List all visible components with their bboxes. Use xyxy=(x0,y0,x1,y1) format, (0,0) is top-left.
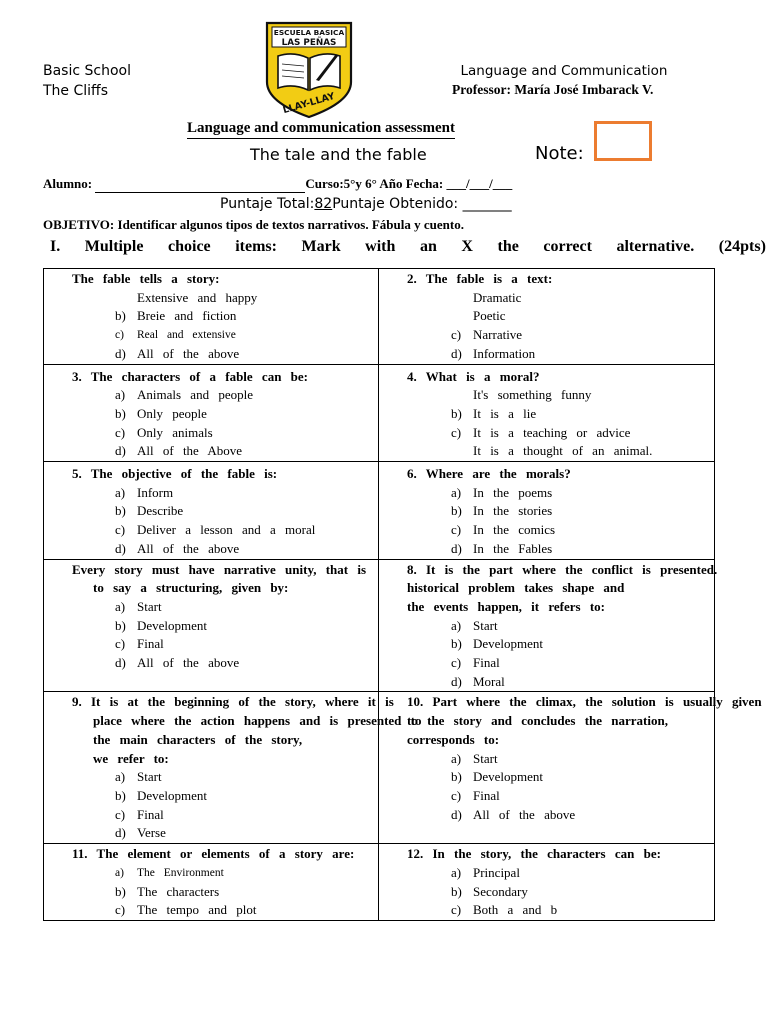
answer-option[interactable] xyxy=(407,424,714,443)
instruction-word: I. xyxy=(50,238,61,255)
option-letter: a) xyxy=(451,484,462,500)
option-text: Final xyxy=(137,636,164,652)
answer-option[interactable] xyxy=(407,883,714,902)
answer-option[interactable] xyxy=(407,345,714,364)
answer-option[interactable] xyxy=(72,307,378,326)
instruction-word: items: xyxy=(235,238,277,255)
option-letter: c) xyxy=(115,522,126,538)
answer-option[interactable] xyxy=(407,521,714,540)
answer-option[interactable] xyxy=(72,806,378,825)
option-letter: c) xyxy=(115,806,126,822)
question-8 xyxy=(379,560,718,692)
option-text: Only animals xyxy=(137,424,213,440)
question-11 xyxy=(44,844,378,920)
question-cell xyxy=(44,559,379,692)
instruction-word: Mark xyxy=(301,238,341,255)
option-letter: b) xyxy=(115,503,126,519)
question-text: 2. The fable is a text: xyxy=(407,271,553,286)
option-text: All of the above xyxy=(473,806,576,822)
score-line xyxy=(220,196,512,212)
answer-option[interactable] xyxy=(407,307,714,326)
topic-title: The tale and the fable xyxy=(250,145,427,164)
question-cell xyxy=(44,269,379,365)
option-text: Real and extensive xyxy=(137,329,236,342)
question-row xyxy=(44,692,715,844)
question-row xyxy=(44,559,715,692)
option-text: Final xyxy=(473,655,500,671)
question-row xyxy=(44,844,715,921)
question-cell xyxy=(379,559,718,692)
answer-option[interactable] xyxy=(72,424,378,443)
option-letter: c) xyxy=(115,424,126,440)
answer-option[interactable] xyxy=(407,654,714,673)
answer-option[interactable] xyxy=(407,326,714,345)
question-row xyxy=(44,269,715,365)
professor-name: Professor: María José Imbarack V. xyxy=(452,82,654,97)
option-text: The characters xyxy=(137,883,220,899)
option-letter: c) xyxy=(451,787,462,803)
instruction-word: with xyxy=(365,238,396,255)
option-text: All of the above xyxy=(137,655,240,671)
option-letter: d) xyxy=(451,345,462,361)
school-crest-logo xyxy=(264,20,354,120)
answer-option[interactable] xyxy=(407,901,714,920)
option-letter: d) xyxy=(451,540,462,556)
answer-option[interactable] xyxy=(407,502,714,521)
answer-option[interactable] xyxy=(72,386,378,405)
answer-option[interactable] xyxy=(72,326,378,345)
answer-option[interactable] xyxy=(72,540,378,559)
instruction-word: an xyxy=(419,238,437,255)
answer-option[interactable] xyxy=(407,806,714,825)
option-letter: d) xyxy=(451,806,462,822)
question-9 xyxy=(44,692,422,843)
question-4 xyxy=(379,365,714,462)
option-letter: c) xyxy=(451,522,462,538)
option-text: Secondary xyxy=(473,883,528,899)
question-cell xyxy=(379,844,715,921)
questions-table xyxy=(43,268,762,921)
answer-option[interactable] xyxy=(72,883,378,902)
question-cell xyxy=(44,692,422,844)
question-text: place where the action happens and is presented to xyxy=(93,713,422,729)
option-letter: c) xyxy=(115,329,124,342)
option-text: Verse xyxy=(137,825,166,841)
question-1 xyxy=(44,269,378,364)
answer-option[interactable] xyxy=(407,864,714,883)
option-text: Final xyxy=(473,787,500,803)
option-text: Describe xyxy=(137,503,184,519)
option-letter: d) xyxy=(115,540,126,556)
option-letter: b) xyxy=(451,636,462,652)
answer-option[interactable] xyxy=(407,405,714,424)
answer-option[interactable] xyxy=(407,386,714,405)
question-text: 12. In the story, the characters can be: xyxy=(407,846,661,862)
question-text: 3. The characters of a fable can be: xyxy=(72,368,309,384)
option-text: Moral xyxy=(473,673,505,689)
subject-name: Language and Communication xyxy=(460,63,668,79)
question-cell xyxy=(379,462,715,560)
note-label: Note: xyxy=(535,143,584,164)
option-text: The tempo and plot xyxy=(137,902,257,918)
option-letter: a) xyxy=(115,866,124,879)
option-text: Only people xyxy=(137,405,207,421)
student-info-line xyxy=(43,176,512,193)
option-text: Poetic xyxy=(473,308,506,324)
instruction-word: X xyxy=(461,238,473,255)
question-text: 6. Where are the morals? xyxy=(407,466,571,482)
question-text: 5. The objective of the fable is: xyxy=(72,466,278,482)
answer-option[interactable] xyxy=(407,768,714,787)
option-letter: d) xyxy=(115,655,126,671)
option-letter: b) xyxy=(451,503,462,519)
option-letter: d) xyxy=(115,345,126,361)
instruction-word: correct xyxy=(543,238,592,255)
option-letter: a) xyxy=(115,769,126,785)
question-text: we refer to: xyxy=(93,750,169,766)
option-letter: c) xyxy=(115,636,126,652)
answer-option[interactable] xyxy=(407,442,714,461)
question-cell xyxy=(44,364,379,462)
option-letter: d) xyxy=(115,443,126,459)
answer-option[interactable] xyxy=(407,540,714,559)
option-letter: c) xyxy=(115,902,126,918)
question-text: to the story and concludes the narration, xyxy=(407,713,668,729)
objetivo-label: OBJETIVO: xyxy=(43,217,115,232)
answer-option[interactable] xyxy=(72,484,378,503)
option-text: All of the Above xyxy=(137,443,243,459)
option-text: Inform xyxy=(137,484,174,500)
option-text: The Environment xyxy=(137,866,224,879)
question-cell xyxy=(44,462,379,560)
option-text: Principal xyxy=(473,864,520,880)
option-text: Start xyxy=(137,598,162,614)
option-letter: d) xyxy=(451,673,462,689)
question-text: 8. It is the part where the conflict is presented. xyxy=(407,561,718,577)
option-letter: a) xyxy=(115,484,126,500)
question-text: 9. It is at the beginning of the story, where it is xyxy=(72,694,394,710)
question-12 xyxy=(379,844,714,920)
option-text: Start xyxy=(473,750,498,766)
answer-option[interactable] xyxy=(72,654,378,673)
option-text: All of the above xyxy=(137,540,240,556)
question-10 xyxy=(379,692,762,824)
instruction-word: alternative. xyxy=(616,238,695,255)
option-letter: b) xyxy=(451,769,462,785)
option-text: Final xyxy=(137,806,164,822)
answer-option[interactable] xyxy=(72,768,378,787)
option-text: It is a lie xyxy=(473,405,537,421)
instruction-word: Multiple xyxy=(84,238,144,255)
question-cell xyxy=(379,692,762,844)
option-text: Extensive and happy xyxy=(137,289,258,305)
answer-option[interactable] xyxy=(407,673,714,692)
option-text: Deliver a lesson and a moral xyxy=(137,522,316,538)
question-2 xyxy=(379,269,714,364)
curso-fecha-label: Curso:5°y 6° Año Fecha: ___/___/___ xyxy=(305,176,513,191)
answer-option[interactable] xyxy=(407,787,714,806)
option-letter: c) xyxy=(451,902,462,918)
option-letter: b) xyxy=(115,405,126,421)
alumno-name-field[interactable] xyxy=(95,176,305,193)
question-text: 4. What is a moral? xyxy=(407,368,540,384)
option-text: Breie and fiction xyxy=(137,308,237,324)
option-letter: b) xyxy=(115,787,126,803)
option-text: In the Fables xyxy=(473,540,553,556)
logo-text-name: LAS PEÑAS xyxy=(281,38,337,48)
option-text: Start xyxy=(137,769,162,785)
option-letter: a) xyxy=(451,750,462,766)
course-info xyxy=(452,62,676,100)
option-letter: c) xyxy=(451,424,462,440)
question-cell xyxy=(44,844,379,921)
note-grade-box[interactable] xyxy=(594,121,652,161)
answer-option[interactable] xyxy=(72,901,378,920)
objetivo-text: Identificar algunos tipos de textos narrativos. Fábula y cuento. xyxy=(117,217,464,232)
instruction-word: (24pts) xyxy=(718,238,766,255)
question-7 xyxy=(44,560,378,673)
school-name-line-1: Basic School xyxy=(43,63,131,79)
option-letter: a) xyxy=(451,617,462,633)
question-5 xyxy=(44,462,378,559)
answer-option[interactable] xyxy=(72,824,378,843)
question-cell xyxy=(379,269,715,365)
puntaje-total-value: 82 xyxy=(314,196,333,212)
question-text: the events happen, it refers to: xyxy=(407,598,606,614)
option-text: Start xyxy=(473,617,498,633)
answer-option[interactable] xyxy=(72,617,378,636)
instruction-word: choice xyxy=(168,238,211,255)
option-text: It is a teaching or advice xyxy=(473,424,631,440)
answer-option[interactable] xyxy=(407,484,714,503)
option-text: Narrative xyxy=(473,327,523,343)
option-letter: b) xyxy=(115,308,126,324)
answer-option[interactable] xyxy=(72,635,378,654)
section-instruction xyxy=(50,238,766,256)
answer-option[interactable] xyxy=(72,502,378,521)
option-letter: b) xyxy=(451,883,462,899)
answer-option[interactable] xyxy=(72,598,378,617)
answer-option[interactable] xyxy=(72,289,378,308)
option-text: Dramatic xyxy=(473,289,522,305)
objective-line xyxy=(43,217,464,233)
option-text: Animals and people xyxy=(137,387,253,403)
answer-option[interactable] xyxy=(407,635,714,654)
answer-option[interactable] xyxy=(407,750,714,769)
question-row xyxy=(44,364,715,462)
school-name xyxy=(43,61,131,101)
option-letter: b) xyxy=(451,405,462,421)
answer-option[interactable] xyxy=(72,521,378,540)
option-letter: d) xyxy=(115,825,126,841)
option-letter: a) xyxy=(451,864,462,880)
question-text: historical problem takes shape and xyxy=(407,580,625,596)
option-letter: b) xyxy=(115,617,126,633)
logo-text-bottom: LLAY-LLAY xyxy=(281,90,337,117)
question-text: 10. Part where the climax, the solution is usually given xyxy=(407,694,762,710)
question-text: The fable tells a story: xyxy=(72,271,220,286)
question-6 xyxy=(379,462,714,559)
answer-option[interactable] xyxy=(72,864,378,883)
answer-option[interactable] xyxy=(72,345,378,364)
option-letter: a) xyxy=(115,387,126,403)
option-text: In the stories xyxy=(473,503,553,519)
option-text: Development xyxy=(137,617,208,633)
option-letter: a) xyxy=(115,598,126,614)
answer-option[interactable] xyxy=(407,617,714,636)
option-text: Information xyxy=(473,345,536,361)
answer-option[interactable] xyxy=(72,405,378,424)
option-text: Development xyxy=(473,769,544,785)
option-text: In the poems xyxy=(473,484,553,500)
option-text: Development xyxy=(473,636,544,652)
option-letter: c) xyxy=(451,655,462,671)
answer-option[interactable] xyxy=(72,787,378,806)
answer-option[interactable] xyxy=(72,442,378,461)
question-3 xyxy=(44,365,378,462)
question-text: 11. The element or elements of a story are: xyxy=(72,846,355,862)
question-text: corresponds to: xyxy=(407,731,500,747)
alumno-label: Alumno: xyxy=(43,176,93,191)
option-text: All of the above xyxy=(137,345,240,361)
option-text: It's something funny xyxy=(473,387,592,403)
option-text: Both a and b xyxy=(473,902,558,918)
option-letter: c) xyxy=(451,327,462,343)
puntaje-total-label: Puntaje Total: xyxy=(220,196,315,212)
instruction-word: the xyxy=(497,238,519,255)
logo-text-top: ESCUELA BASICA xyxy=(273,28,345,37)
question-text: to say a structuring, given by: xyxy=(93,580,289,596)
question-row xyxy=(44,462,715,560)
option-text: In the comics xyxy=(473,522,556,538)
assessment-title: Language and communication assessment xyxy=(187,120,455,139)
question-text: the main characters of the story, xyxy=(93,731,303,747)
school-name-line-2: The Cliffs xyxy=(43,83,108,99)
question-text: Every story must have narrative unity, that is xyxy=(72,561,367,577)
option-letter: b) xyxy=(115,883,126,899)
option-text: Development xyxy=(137,787,208,803)
answer-option[interactable] xyxy=(407,289,714,308)
question-cell xyxy=(379,364,715,462)
option-text: It is a thought of an animal. xyxy=(473,443,653,459)
puntaje-obtenido-label: Puntaje Obtenido: _______ xyxy=(332,196,512,212)
